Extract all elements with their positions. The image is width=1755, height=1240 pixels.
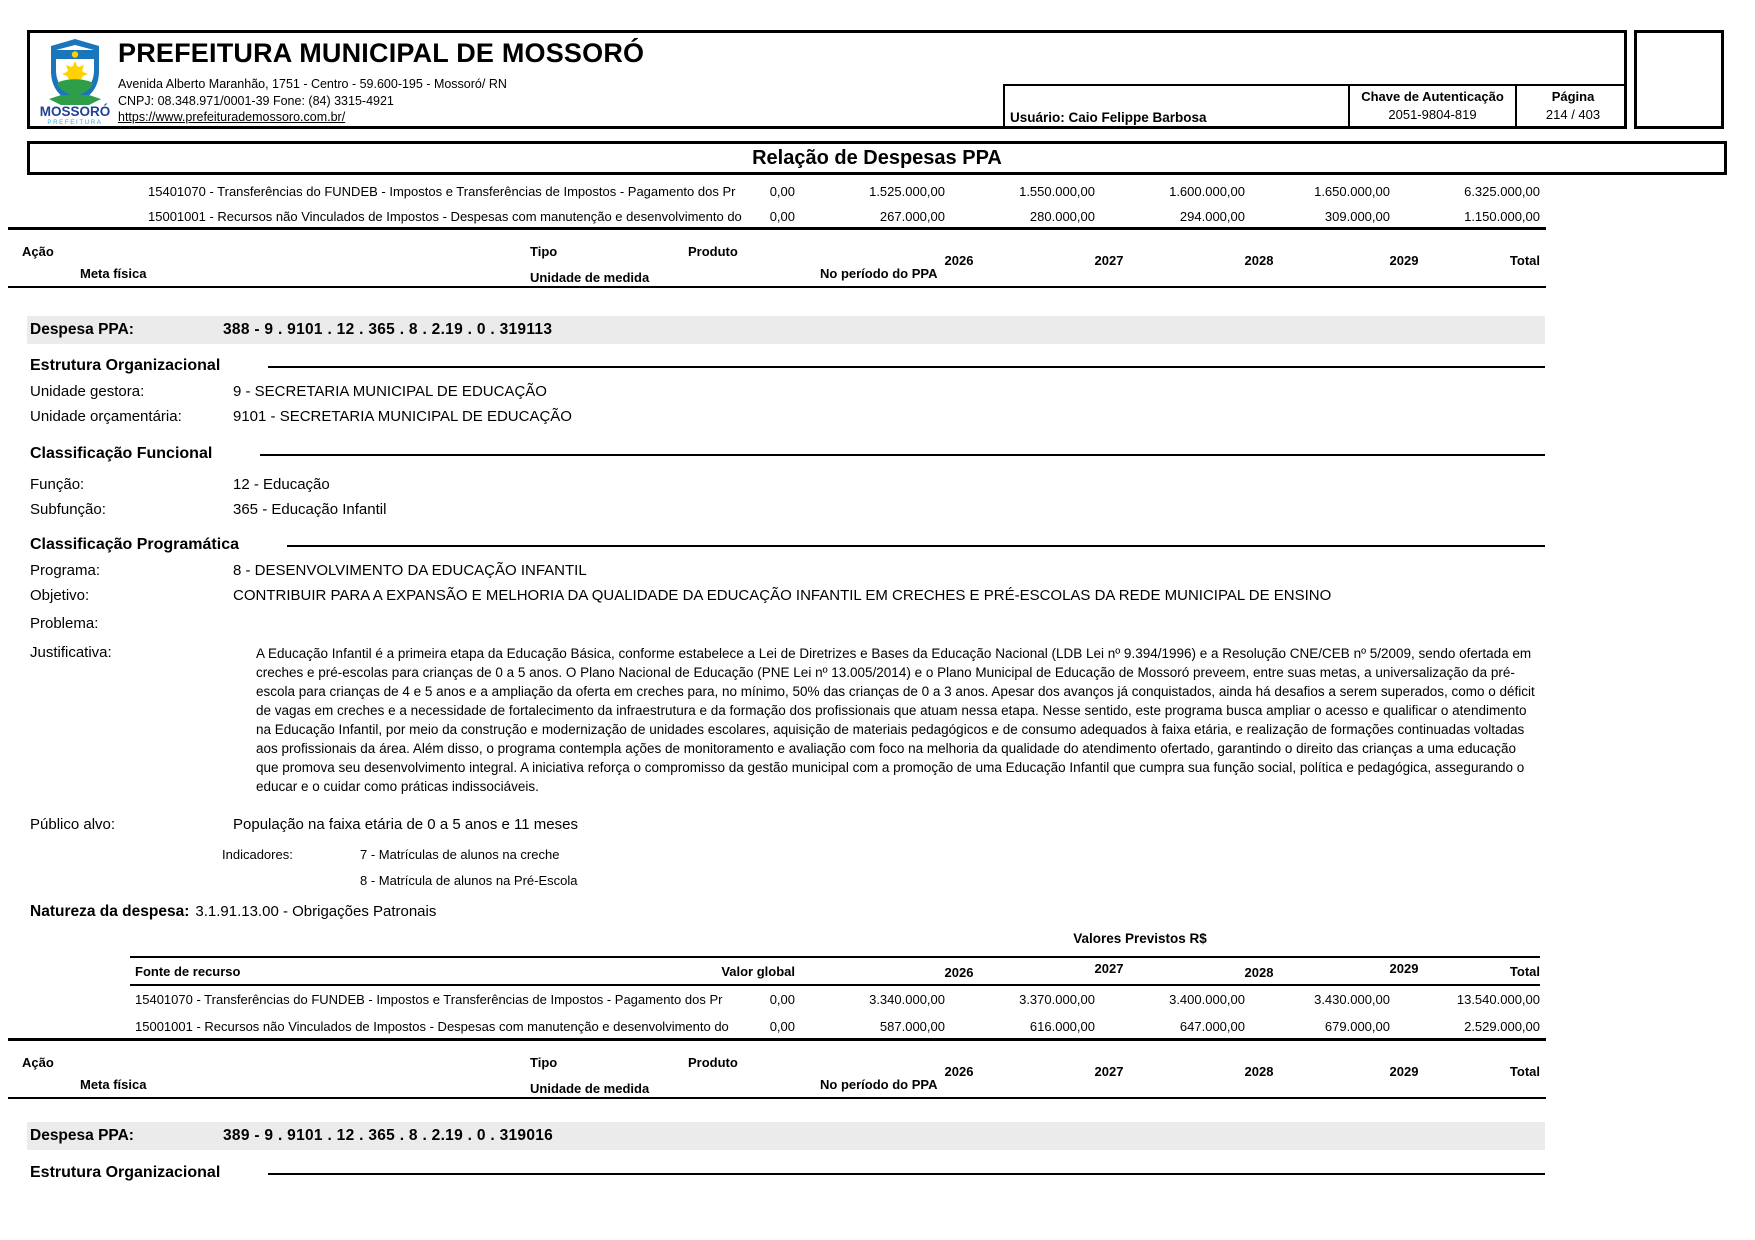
- tipo-label: Tipo: [530, 1055, 558, 1070]
- value-2027: 280.000,00: [1029, 209, 1095, 224]
- acao-meta-header-1: [8, 227, 1546, 288]
- indicadores-label: Indicadores:: [222, 847, 293, 862]
- page-label: Página: [1551, 89, 1595, 104]
- section-classificacao-funcional: [30, 444, 1545, 463]
- year-header-2029: 2029: [1389, 1064, 1419, 1079]
- valores-previstos-table: [130, 956, 1540, 1038]
- valor-global-value: 0,00: [769, 184, 795, 199]
- auth-key-value: 2051-9804-819: [1388, 107, 1477, 122]
- value-2028: 647.000,00: [1179, 1019, 1245, 1034]
- section-rule: [260, 454, 1545, 456]
- value-2029: 3.430.000,00: [1314, 992, 1390, 1007]
- section-rule: [287, 545, 1545, 547]
- value-total: 13.540.000,00: [1456, 992, 1540, 1007]
- funding-source: 15401070 - Transferências do FUNDEB - Impostos e Transferências de Impostos - Pagamento dos Pr: [135, 992, 723, 1007]
- despesa-ppa-bar: [27, 1122, 1545, 1150]
- despesa-ppa-code: 388 - 9 . 9101 . 12 . 365 . 8 . 2.19 . 0 . 319113: [223, 321, 553, 338]
- value-total: 2.529.000,00: [1464, 1019, 1540, 1034]
- indicador-item: 7 - Matrículas de alunos na creche: [360, 847, 560, 862]
- despesa-ppa-code: 389 - 9 . 9101 . 12 . 365 . 8 . 2.19 . 0 . 319016: [223, 1127, 554, 1144]
- total-header: Total: [1509, 964, 1540, 979]
- user-name: Usuário: Caio Felippe Barbosa: [1010, 110, 1207, 125]
- value-2026: 1.525.000,00: [869, 184, 945, 199]
- year-header-2026: 2026: [944, 253, 974, 268]
- field-programa: [30, 562, 1540, 579]
- field-value: 12 - Educação: [233, 476, 330, 493]
- field-value: 9101 - SECRETARIA MUNICIPAL DE EDUCAÇÃO: [233, 408, 572, 425]
- section-title: Estrutura Organizacional: [30, 356, 221, 374]
- section-classificacao-programatica: [30, 535, 1545, 554]
- value-2028: 1.600.000,00: [1169, 184, 1245, 199]
- field-value: 8 - DESENVOLVIMENTO DA EDUCAÇÃO INFANTIL: [233, 562, 587, 579]
- tipo-label: Tipo: [530, 244, 558, 259]
- year-header-2028: 2028: [1244, 1064, 1274, 1079]
- valor-global-value: 0,00: [769, 1019, 795, 1034]
- value-2026: 267.000,00: [879, 209, 945, 224]
- organization-cnpj-phone: CNPJ: 08.348.971/0001-39 Fone: (84) 3315-4921: [118, 94, 394, 108]
- header-meta-table: [1003, 84, 1627, 129]
- natureza-value: 3.1.91.13.00 - Obrigações Patronais: [195, 903, 437, 920]
- field-subfuncao: [30, 501, 1540, 518]
- field-label: Unidade orçamentária:: [30, 408, 182, 425]
- field-value: População na faixa etária de 0 a 5 anos e 11 meses: [233, 816, 578, 833]
- report-title-bar: [27, 141, 1727, 175]
- acao-meta-header-2: [8, 1038, 1546, 1099]
- value-2029: 679.000,00: [1324, 1019, 1390, 1034]
- no-periodo-ppa-label: No período do PPA: [820, 266, 938, 281]
- year-header-2026: 2026: [944, 965, 974, 980]
- year-header-2029: 2029: [1389, 961, 1419, 976]
- field-value: A Educação Infantil é a primeira etapa da Educação Básica, conforme estabelece a Lei de Diretrizes e Bases da Educação Nacional (LDB Lei nº 9.394/1996) e a Resolução CNE/CEB nº 5/2009, sendo ofertada em creches e pré-escolas para crianças de 0 a 5 anos. O Plano Nacional de Educação (PNE Lei nº 13.005/2014) e o Plano Municipal de Educação de Mossoró preveem, entre suas metas, a universalização da pré-escola para crianças de 4 e 5 anos e a ampliação da oferta em creches para, no mínimo, 50% das crianças de 0 a 3 anos. Apesar dos avanços já conquistados, ainda há desafios a serem superados, como o déficit de vagas em creches e a necessidade de fortalecimento da infraestrutura e da formação dos profissionais que atuam nessa etapa. Nesse sentido, este programa busca ampliar o acesso e qualificar o atendimento na Educação Infantil, por meio da construção e modernização de unidades escolares, aquisição de materiais pedagógicos e de consumo adequados à faixa etária, e realização de formações continuadas voltadas aos profissionais da área. Além disso, o programa contempla ações de monitoramento e avaliação com foco na melhoria da qualidade do atendimento ofertado, garantindo o direito das crianças a uma educação que promova seu desenvolvimento integral. A iniciativa reforça o compromisso da gestão municipal com a promoção de uma Educação Infantil que cumpra sua função social, política e pedagógica, assegurando o educar e o cuidar como práticas indissociáveis.: [256, 646, 1535, 794]
- year-header-2027: 2027: [1094, 961, 1124, 976]
- value-2027: 616.000,00: [1029, 1019, 1095, 1034]
- field-label: Público alvo:: [30, 816, 116, 833]
- field-funcao: [30, 476, 1540, 493]
- value-2029: 1.650.000,00: [1314, 184, 1390, 199]
- svg-text:PREFEITURA: PREFEITURA: [47, 119, 103, 125]
- valor-global-header: Valor global: [721, 964, 795, 979]
- page-number: 214 / 403: [1545, 107, 1601, 122]
- section-rule: [268, 366, 1545, 368]
- total-header: Total: [1509, 1064, 1540, 1079]
- meta-fisica-label: Meta física: [80, 1077, 147, 1092]
- section-title: Classificação Funcional: [30, 444, 213, 462]
- section-rule: [268, 1173, 1545, 1175]
- despesa-ppa-bar: [27, 316, 1545, 344]
- organization-website-link[interactable]: https://www.prefeiturademossoro.com.br/: [118, 110, 346, 124]
- auth-key-cell: [1348, 86, 1515, 129]
- acao-label: Ação: [22, 244, 54, 259]
- auth-key-label: Chave de Autenticação: [1361, 89, 1504, 104]
- funding-row: [27, 184, 1540, 201]
- section-title: Classificação Programática: [30, 535, 239, 553]
- field-objetivo: [30, 587, 1540, 604]
- fonte-recurso-header: Fonte de recurso: [135, 964, 241, 979]
- svg-text:MOSSORÓ: MOSSORÓ: [40, 104, 110, 119]
- value-total: 1.150.000,00: [1464, 209, 1540, 224]
- report-title: Relação de Despesas PPA: [752, 146, 1002, 169]
- natureza-label: Natureza da despesa:: [30, 903, 190, 920]
- page-cell: [1515, 86, 1629, 129]
- field-justificativa: [30, 644, 1540, 796]
- field-value: 365 - Educação Infantil: [233, 501, 387, 518]
- organization-name: PREFEITURA MUNICIPAL DE MOSSORÓ: [118, 38, 645, 68]
- field-label: Unidade gestora:: [30, 383, 145, 400]
- field-value: CONTRIBUIR PARA A EXPANSÃO E MELHORIA DA QUALIDADE DA EDUCAÇÃO INFANTIL EM CRECHES E PRÉ-ESCOLAS DA REDE MUNICIPAL DE ENSINO: [233, 587, 1332, 604]
- section-title: Estrutura Organizacional: [30, 1163, 221, 1181]
- funding-row: [130, 1019, 1540, 1036]
- value-2028: 3.400.000,00: [1169, 992, 1245, 1007]
- value-2028: 294.000,00: [1179, 209, 1245, 224]
- value-total: 6.325.000,00: [1464, 184, 1540, 199]
- field-label: Função:: [30, 476, 85, 493]
- produto-label: Produto: [688, 244, 738, 259]
- funding-source: 15001001 - Recursos não Vinculados de Impostos - Despesas com manutenção e desenvolvimento do: [135, 1019, 729, 1034]
- despesa-ppa-label: Despesa PPA:: [30, 321, 134, 338]
- field-label: Justificativa:: [30, 644, 112, 661]
- field-unidade-orcamentaria: [30, 408, 1540, 425]
- field-label: Objetivo:: [30, 587, 90, 604]
- acao-label: Ação: [22, 1055, 54, 1070]
- value-2027: 1.550.000,00: [1019, 184, 1095, 199]
- valor-global-value: 0,00: [769, 992, 795, 1007]
- unidade-medida-label: Unidade de medida: [530, 1081, 650, 1096]
- valor-global-value: 0,00: [769, 209, 795, 224]
- field-label: Problema:: [30, 615, 99, 632]
- mossoro-crest-icon: [40, 37, 110, 125]
- produto-label: Produto: [688, 1055, 738, 1070]
- funding-row: [27, 209, 1540, 226]
- despesa-ppa-label: Despesa PPA:: [30, 1127, 134, 1144]
- section-estrutura-organizacional: [30, 356, 1545, 375]
- user-cell: [1005, 86, 1348, 129]
- valores-table-header: [130, 958, 1540, 986]
- unidade-medida-label: Unidade de medida: [530, 270, 650, 285]
- value-2026: 587.000,00: [879, 1019, 945, 1034]
- header: [27, 30, 1627, 129]
- year-header-2029: 2029: [1389, 253, 1419, 268]
- header-side-box: [1634, 30, 1724, 129]
- section-estrutura-organizacional-2: [30, 1163, 1545, 1182]
- year-header-2026: 2026: [944, 1064, 974, 1079]
- field-unidade-gestora: [30, 383, 1540, 400]
- year-header-2028: 2028: [1244, 965, 1274, 980]
- city-crest-logo: [40, 37, 110, 125]
- field-publico-alvo: [30, 816, 1540, 833]
- organization-address: Avenida Alberto Maranhão, 1751 - Centro - 59.600-195 - Mossoró/ RN: [118, 77, 507, 91]
- indicador-item: 8 - Matrícula de alunos na Pré-Escola: [360, 873, 578, 888]
- year-header-2027: 2027: [1094, 1064, 1124, 1079]
- field-label: Programa:: [30, 562, 101, 579]
- year-header-2027: 2027: [1094, 253, 1124, 268]
- field-value: 9 - SECRETARIA MUNICIPAL DE EDUCAÇÃO: [233, 383, 547, 400]
- total-header: Total: [1509, 253, 1540, 268]
- valores-previstos-title: Valores Previstos R$: [1073, 931, 1207, 946]
- value-2029: 309.000,00: [1324, 209, 1390, 224]
- value-2027: 3.370.000,00: [1019, 992, 1095, 1007]
- meta-fisica-label: Meta física: [80, 266, 147, 281]
- year-header-2028: 2028: [1244, 253, 1274, 268]
- funding-source: 15001001 - Recursos não Vinculados de Impostos - Despesas com manutenção e desenvolvimento do: [148, 209, 742, 224]
- no-periodo-ppa-label: No período do PPA: [820, 1077, 938, 1092]
- funding-source: 15401070 - Transferências do FUNDEB - Impostos e Transferências de Impostos - Pagamento dos Pr: [148, 184, 736, 199]
- natureza-despesa-row: [30, 903, 436, 921]
- value-2026: 3.340.000,00: [869, 992, 945, 1007]
- funding-row: [130, 992, 1540, 1009]
- field-label: Subfunção:: [30, 501, 106, 518]
